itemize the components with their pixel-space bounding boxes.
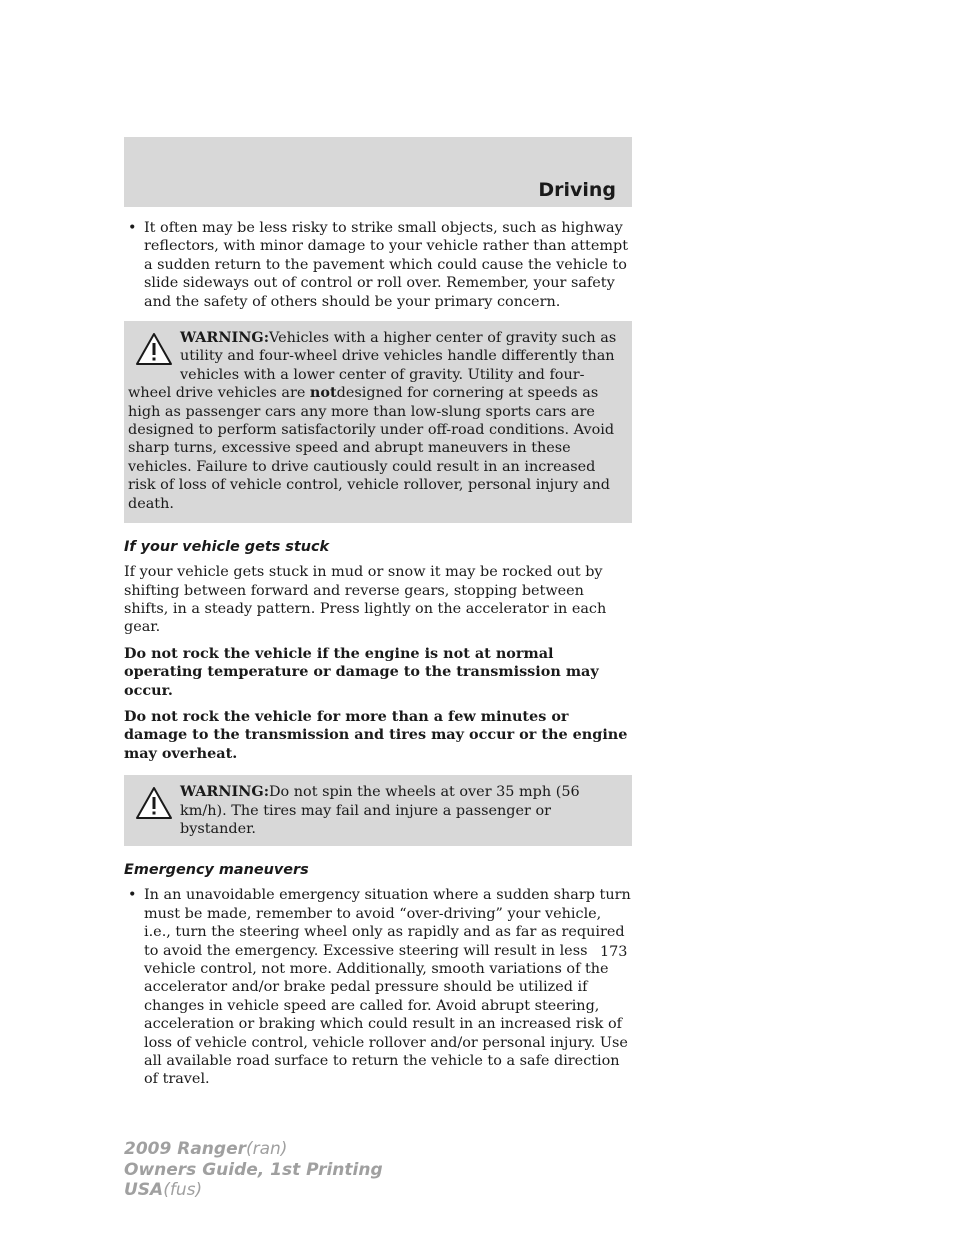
section-heading-stuck: If your vehicle gets stuck	[124, 539, 330, 556]
footer-market-code: (fus)	[163, 1180, 203, 1200]
bullet-text: In an unavoidable emergency situation where a sudden sharp turn must be made, remember to avoid “over-driving” your vehicle, i.e., turn the steering wheel only as rapidly and as far as required to avoid the emergency. Excessive steering will result in less vehicle control, not more. Additionally, smooth variations of the accelerator and/or brake pedal pressure should be utilized if changes in vehicle speed are called for. Avoid abrupt steering, acceleration or braking which could result in an increased risk of loss of vehicle control, vehicle rollover and/or personal injury. Use all available road surface to return the vehicle to a safe direction of travel.	[144, 887, 631, 1088]
caution-rock-temperature: Do not rock the vehicle if the engine is not at normal operating temperature or damage to the transmission may occur.	[124, 644, 599, 699]
warning-text-cont: designed for cornering at speeds as high as passenger cars any more than low-slung sports cars are designed to perform satisfactorily under off-road conditions. Avoid sharp turns, excessive speed and abrupt maneuvers in these vehicles. Failure to drive cautiously could result in an increased risk of loss of vehicle control, vehicle rollover, personal injury and death.	[128, 385, 615, 512]
footer-line-3	[124, 1180, 383, 1201]
bullet-glyph: •	[128, 887, 137, 904]
caution-rock-duration: Do not rock the vehicle for more than a few minutes or damage to the transmission and tires may occur or the engine may overheat.	[124, 707, 628, 762]
warning-text: Vehicles with a higher center of gravity such as utility and four-wheel drive vehicles handle differently than vehicles with a lower center of gravity. Utility and four-wheel drive vehicles are	[128, 330, 617, 402]
warning-label: WARNING:	[180, 329, 270, 347]
section-header-bar	[124, 137, 632, 207]
bullet-text: It often may be less risky to strike small objects, such as highway reflectors, with minor damage to your vehicle rather than attempt a sudden return to the pavement which could cause the vehicle to slide sideways out of control or roll over. Remember, your safety and the safety of others should be your primary concern.	[144, 220, 628, 310]
page-number: 173	[600, 944, 628, 960]
footer-line-2: Owners Guide, 1st Printing	[124, 1159, 383, 1180]
bullet-glyph: •	[128, 220, 137, 236]
footer-line-1	[124, 1139, 383, 1160]
warning-text: Do not spin the wheels at over 35 mph (56 km/h). The tires may fail and injure a passenger or bystander.	[180, 784, 580, 837]
footer-model: 2009 Ranger	[124, 1139, 246, 1159]
warning-triangle-icon	[134, 331, 174, 367]
warning-box	[124, 775, 632, 846]
section-title: Driving	[538, 179, 616, 201]
warning-box	[124, 321, 632, 523]
section-heading-emergency: Emergency maneuvers	[124, 862, 309, 879]
footer-model-code: (ran)	[245, 1139, 288, 1159]
print-footer	[124, 1139, 383, 1201]
paragraph-stuck: If your vehicle gets stuck in mud or snow it may be rocked out by shifting between forward and reverse gears, stopping between shifts, in a steady pattern. Press lightly on the accelerator in each gear.	[124, 564, 607, 636]
bullet-item	[124, 219, 632, 311]
warning-label: WARNING:	[180, 783, 270, 801]
warning-emphasis: not	[309, 384, 337, 402]
warning-triangle-icon	[134, 785, 174, 821]
bullet-item	[124, 886, 632, 1088]
page-content	[124, 219, 632, 1099]
footer-market: USA	[124, 1180, 164, 1200]
